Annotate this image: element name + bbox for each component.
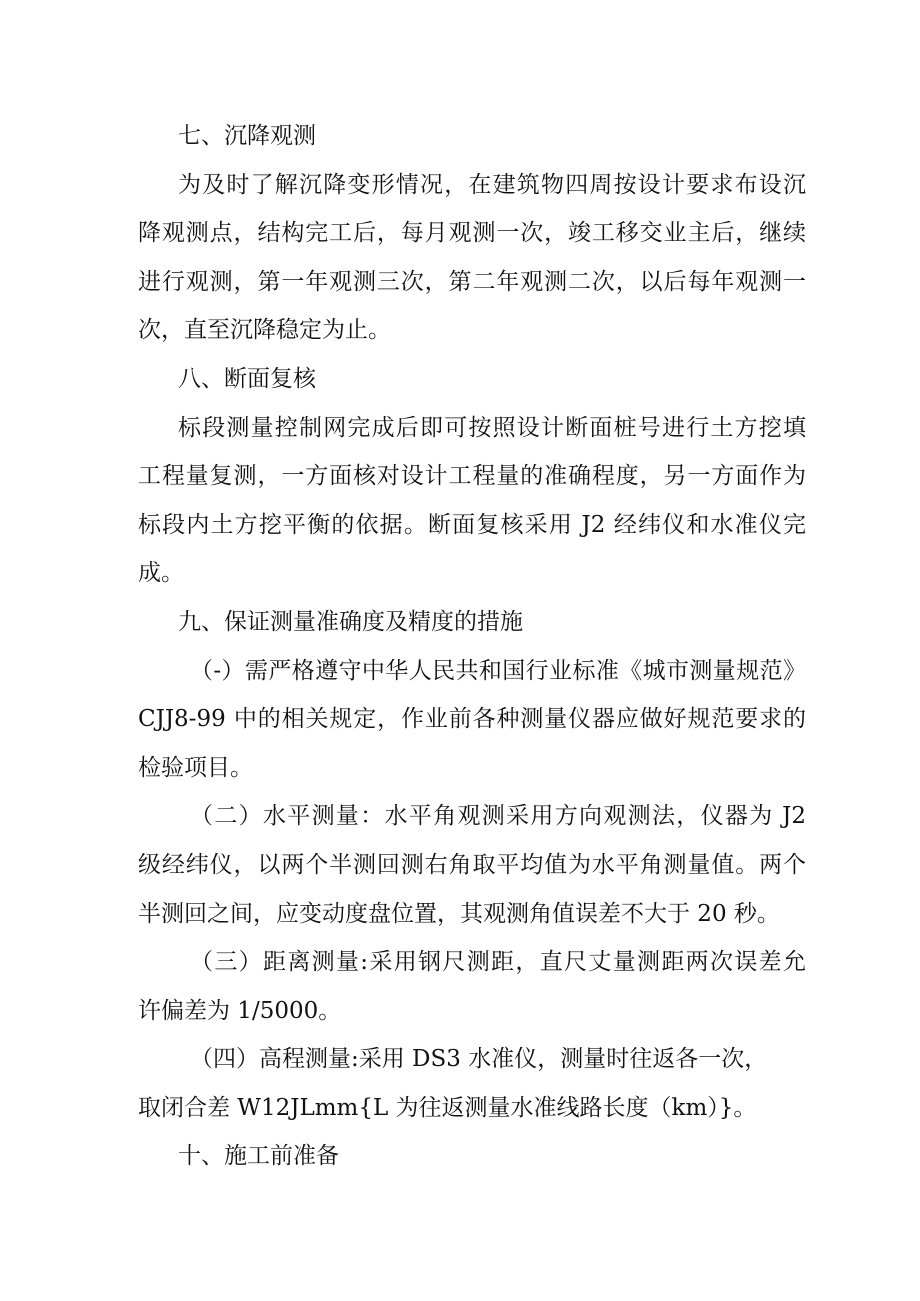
paragraph-line: 半测回之间，应变动度盘位置，其观测角值误差不大于 20 秒。 (138, 900, 780, 927)
paragraph-line: 进行观测，第一年观测三次，第二年观测二次，以后每年观测一 (138, 268, 806, 295)
paragraph-line: （四）高程测量:采用 DS3 水准仪，测量时往返各一次， (190, 1046, 768, 1073)
section-heading-preparation: 十、施工前准备 (178, 1143, 339, 1170)
paragraph-line: 次，直至沉降稳定为止。 (138, 317, 391, 344)
section-heading-accuracy-measures: 九、保证测量准确度及精度的措施 (178, 608, 523, 635)
paragraph-line: 为及时了解沉降变形情况，在建筑物四周按设计要求布设沉 (178, 171, 806, 198)
paragraph-line: （三）距离测量:采用钢尺测距，直尺丈量测距两次误差允 (190, 949, 806, 976)
paragraph-line: 降观测点，结构完工后，每月观测一次，竣工移交业主后，继续 (138, 220, 806, 247)
paragraph-line: 许偏差为 1/5000。 (138, 997, 342, 1024)
paragraph-line: 成。 (138, 560, 184, 587)
section-heading-settlement: 七、沉降观测 (178, 123, 316, 149)
paragraph-line: 标段测量控制网完成后即可按照设计断面桩号进行土方挖填 (178, 414, 806, 441)
paragraph-line: 级经纬仪，以两个半测回测右角取平均值为水平角测量值。两个 (138, 851, 806, 878)
paragraph-line: 取闭合差 W12JLmm{L 为往返测量水准线路长度（km）}。 (138, 1094, 757, 1121)
document-body (138, 112, 806, 1181)
paragraph-line: （-）需严格遵守中华人民共和国行业标准《城市测量规范》 (190, 657, 806, 684)
paragraph-line: 标段内土方挖平衡的依据。断面复核采用 J2 经纬仪和水准仪完 (138, 511, 806, 538)
section-heading-section-check: 八、断面复核 (178, 365, 316, 392)
paragraph-line: 检验项目。 (138, 754, 253, 781)
paragraph-line: CJJ8-99 中的相关规定，作业前各种测量仪器应做好规范要求的 (138, 706, 806, 733)
paragraph-line: 工程量复测，一方面核对设计工程量的准确程度，另一方面作为 (138, 463, 806, 490)
paragraph-line: （二）水平测量：水平角观测采用方向观测法，仪器为 J2 (190, 803, 806, 830)
